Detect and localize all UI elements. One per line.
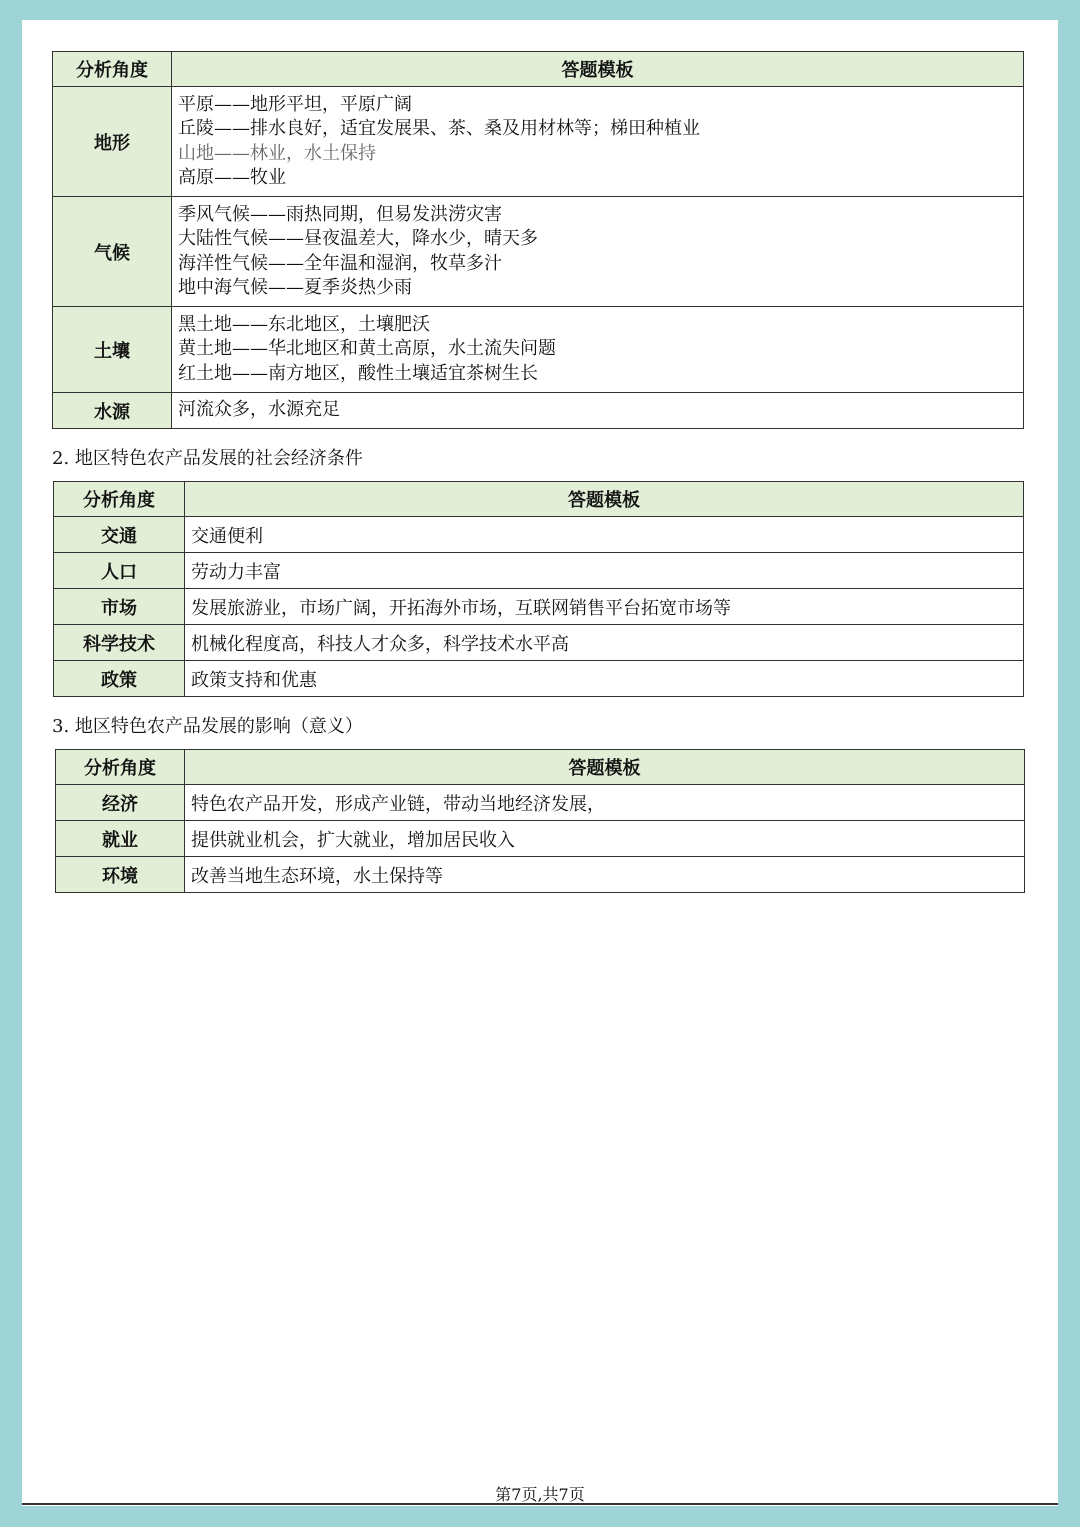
row-label: 交通 (54, 517, 185, 553)
table-row (54, 517, 1024, 553)
section-heading: 2. 地区特色农产品发展的社会经济条件 (52, 448, 363, 469)
table-header-row (54, 482, 1024, 517)
header-analysis-angle: 分析角度 (54, 482, 185, 517)
content-line: 平原——地形平坦，平原广阔 (178, 93, 412, 115)
page-number: 第7页,共7页 (495, 1485, 585, 1504)
natural-conditions-table (52, 51, 1024, 429)
header-answer-template: 答题模板 (185, 750, 1025, 785)
row-content: 发展旅游业，市场广阔，开拓海外市场，互联网销售平台拓宽市场等 (185, 589, 1024, 625)
content-line: 季风气候——雨热同期，但易发洪涝灾害 (178, 203, 502, 225)
table-row (53, 197, 1024, 307)
row-label: 水源 (53, 393, 172, 429)
header-answer-template: 答题模板 (172, 52, 1024, 87)
row-content (172, 393, 1024, 429)
row-content: 政策支持和优惠 (185, 661, 1024, 697)
header-analysis-angle: 分析角度 (56, 750, 185, 785)
row-content: 交通便利 (185, 517, 1024, 553)
content-line: 黄土地——华北地区和黄土高原，水土流失问题 (178, 338, 556, 360)
row-label: 市场 (54, 589, 185, 625)
row-content: 特色农产品开发，形成产业链，带动当地经济发展， (185, 785, 1025, 821)
table-row (53, 87, 1024, 197)
header-analysis-angle: 分析角度 (53, 52, 172, 87)
content-line: 丘陵——排水良好，适宜发展果、茶、桑及用材林等；梯田种植业 (178, 118, 700, 139)
table-row (54, 625, 1024, 661)
table-row (56, 857, 1025, 893)
row-content (172, 307, 1024, 393)
table-row (53, 393, 1024, 429)
table-header-row (53, 52, 1024, 87)
content-line: 高原——牧业 (178, 167, 286, 188)
content-line: 海洋性气候——全年温和湿润，牧草多汁 (178, 252, 502, 274)
row-label: 政策 (54, 661, 185, 697)
table-row (54, 589, 1024, 625)
row-content: 机械化程度高，科技人才众多，科学技术水平高 (185, 625, 1024, 661)
table-row (54, 553, 1024, 589)
row-label: 人口 (54, 553, 185, 589)
row-label: 地形 (53, 87, 172, 197)
row-label: 环境 (56, 857, 185, 893)
content-line: 地中海气候——夏季炎热少雨 (178, 277, 412, 298)
row-content (172, 87, 1024, 197)
row-content (172, 197, 1024, 307)
row-content: 劳动力丰富 (185, 553, 1024, 589)
row-content: 提供就业机会，扩大就业，增加居民收入 (185, 821, 1025, 857)
row-label: 科学技术 (54, 625, 185, 661)
row-label: 就业 (56, 821, 185, 857)
table-row (56, 821, 1025, 857)
content-line: 红土地——南方地区，酸性土壤适宜茶树生长 (178, 362, 538, 384)
socioeconomic-conditions-table (53, 481, 1024, 697)
content-line: 黑土地——东北地区，土壤肥沃 (178, 313, 430, 335)
content-line: 大陆性气候——昼夜温差大，降水少，晴天多 (178, 228, 538, 249)
table-row (54, 661, 1024, 697)
footer-divider (22, 1503, 1058, 1505)
table-row (53, 307, 1024, 393)
row-content: 改善当地生态环境，水土保持等 (185, 857, 1025, 893)
content-line: 山地——林业，水土保持 (178, 142, 376, 164)
section-heading: 3. 地区特色农产品发展的影响（意义） (52, 716, 363, 737)
impact-table (55, 749, 1025, 893)
table-header-row (56, 750, 1025, 785)
content-line: 河流众多，水源充足 (178, 399, 340, 421)
row-label: 气候 (53, 197, 172, 307)
table-row (56, 785, 1025, 821)
header-answer-template: 答题模板 (185, 482, 1024, 517)
row-label: 土壤 (53, 307, 172, 393)
row-label: 经济 (56, 785, 185, 821)
